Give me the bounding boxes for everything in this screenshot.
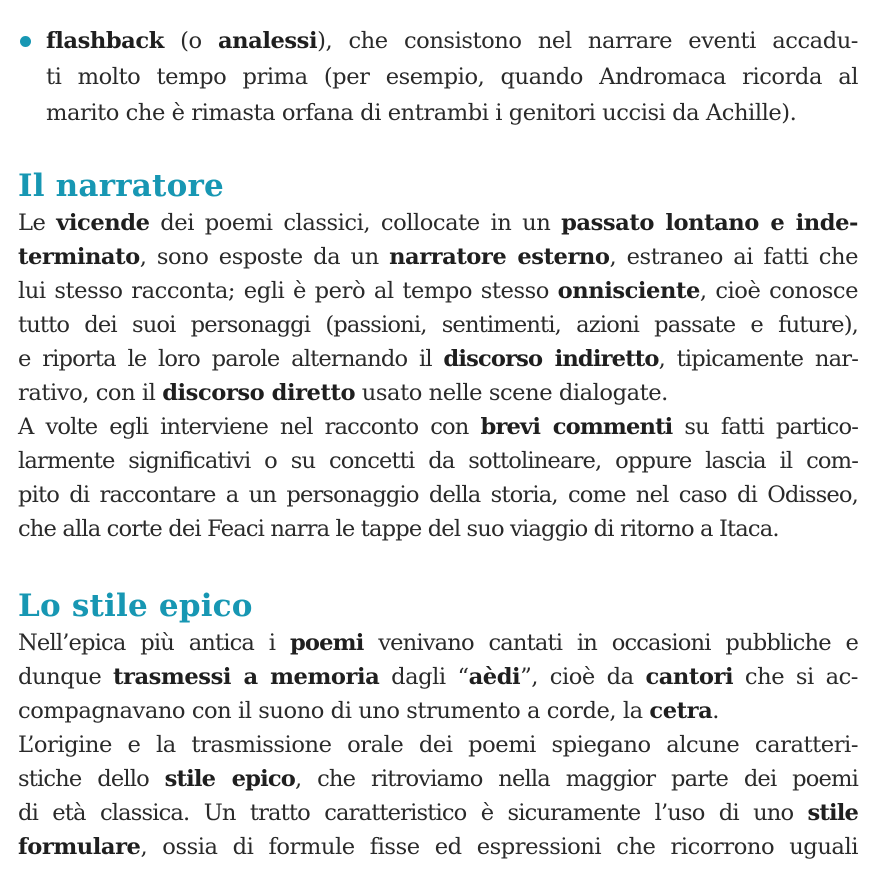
s1-line-2: terminato, sono esposte da un narratore esterno, estraneo ai fatti che [18,244,858,270]
s1-line-4: tutto dei suoi personaggi (passioni, sentimenti, azioni passate e future), [18,312,858,338]
bullet-dot [20,36,31,47]
heading-il-narratore: Il narratore [18,168,224,204]
bullet-line-3: marito che è rimasta orfana di entrambi i genitori uccisi da Achille). [46,100,797,126]
s1-line-9: pito di raccontare a un personaggio della storia, come nel caso di Odisseo, [18,482,858,508]
s2-line-3: compagnavano con il suono di uno strumento a corde, la cetra. [18,698,720,724]
s1-line-1: Le vicende dei poemi classici, collocate in un passato lontano e inde- [18,210,858,236]
s2-line-7: formulare, ossia di formule fisse ed espressioni che ricorrono uguali [18,834,858,860]
s2-line-2: dunque trasmessi a memoria dagli “aèdi”, cioè da cantori che si ac- [18,664,858,690]
s2-line-5: stiche dello stile epico, che ritroviamo nella maggior parte dei poemi [18,766,858,792]
heading-lo-stile-epico: Lo stile epico [18,588,253,624]
s2-line-1: Nell’epica più antica i poemi venivano cantati in occasioni pubbliche e [18,630,858,656]
s1-line-7: A volte egli interviene nel racconto con brevi commenti su fatti partico- [18,414,858,440]
s2-line-4: L’origine e la trasmissione orale dei poemi spiegano alcune caratteri- [18,732,858,758]
s1-line-10: che alla corte dei Feaci narra le tappe del suo viaggio di ritorno a Itaca. [18,516,779,542]
s2-line-6: di età classica. Un tratto caratteristico è sicuramente l’uso di uno stile [18,800,858,826]
s1-line-5: e riporta le loro parole alternando il discorso indiretto, tipicamente nar- [18,346,858,372]
s1-line-3: lui stesso racconta; egli è però al tempo stesso onnisciente, cioè conosce [18,278,858,304]
bullet-line-2: ti molto tempo prima (per esempio, quando Andromaca ricorda al [46,64,858,90]
bullet-line-1: flashback (o analessi), che consistono nel narrare eventi accadu- [46,28,858,54]
s1-line-6: rativo, con il discorso diretto usato nelle scene dialogate. [18,380,668,406]
s1-line-8: larmente significativi o su concetti da sottolineare, oppure lascia il com- [18,448,858,474]
